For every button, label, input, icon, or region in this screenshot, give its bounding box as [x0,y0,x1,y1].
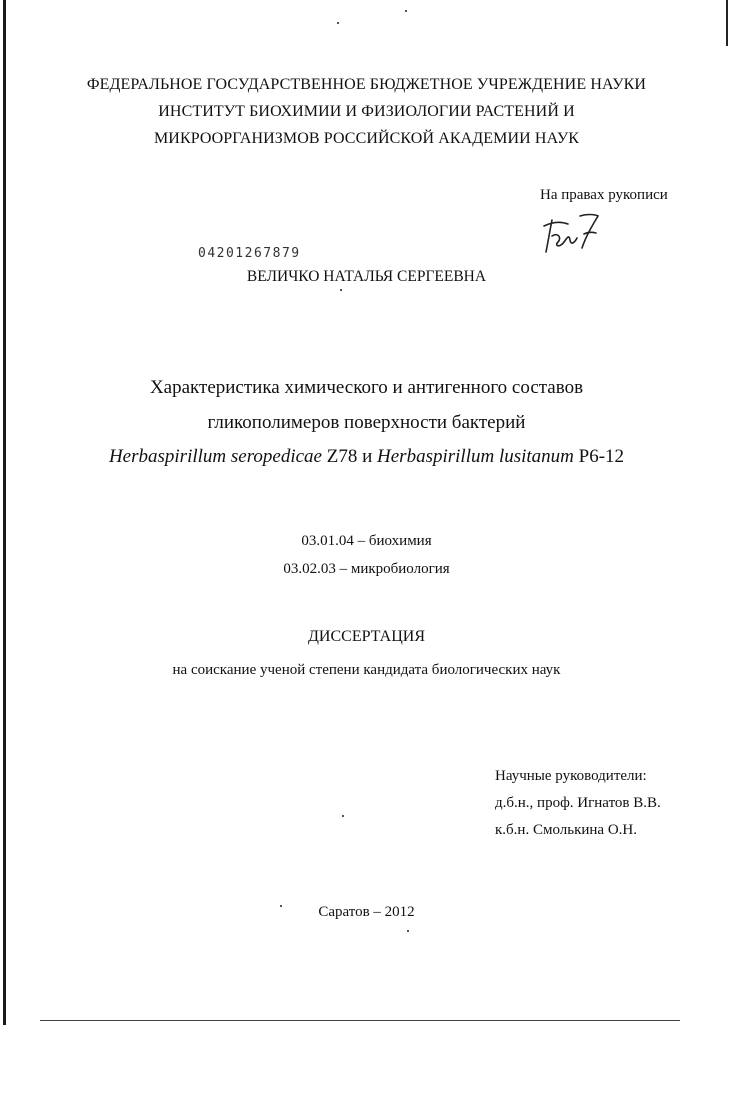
place-year: Саратов – 2012 [318,904,415,920]
catalog-number: 04201267879 [198,246,301,261]
institution-line-1: ФЕДЕРАЛЬНОЕ ГОСУДАРСТВЕННОЕ БЮДЖЕТНОЕ УЧРЕЖДЕНИЕ НАУКИ [86,76,647,93]
scan-speck [405,10,407,12]
scan-speck [407,930,409,932]
document-type: ДИССЕРТАЦИЯ [308,628,425,645]
scan-speck [337,22,339,24]
title-line-2: гликополимеров поверхности бактерий [207,412,526,433]
specialty-code-2: 03.02.03 – микробиология [283,561,450,577]
supervisor-1: д.б.н., проф. Игнатов В.В. [495,795,661,811]
manuscript-rights-note: На правах рукописи [540,187,668,203]
strain-1: Z78 и [321,446,378,467]
author-signature [540,212,602,256]
scan-bottom-edge [40,1020,680,1021]
scan-edge-right [726,0,728,46]
strain-2: P6-12 [573,446,625,467]
scan-edge-left [3,0,6,1025]
specialty-code-1: 03.01.04 – биохимия [301,533,432,549]
title-line-1: Характеристика химического и антигенного составов [149,377,584,398]
supervisor-2: к.б.н. Смолькина О.Н. [495,822,637,838]
species-name-1: Herbaspirillum seropedicae [108,446,322,467]
title-line-3 [0,446,733,468]
scan-speck [340,289,342,291]
supervisors-heading: Научные руководители: [495,768,647,784]
institution-line-3: МИКРООРГАНИЗМОВ РОССИЙСКОЙ АКАДЕМИИ НАУК [153,130,580,147]
scan-speck [342,815,344,817]
species-name-2: Herbaspirillum lusitanum [377,446,574,467]
author-name: ВЕЛИЧКО НАТАЛЬЯ СЕРГЕЕВНА [246,268,487,285]
degree-statement: на соискание ученой степени кандидата биологических наук [172,662,561,678]
institution-line-2: ИНСТИТУТ БИОХИМИИ И ФИЗИОЛОГИИ РАСТЕНИЙ И [158,103,575,120]
